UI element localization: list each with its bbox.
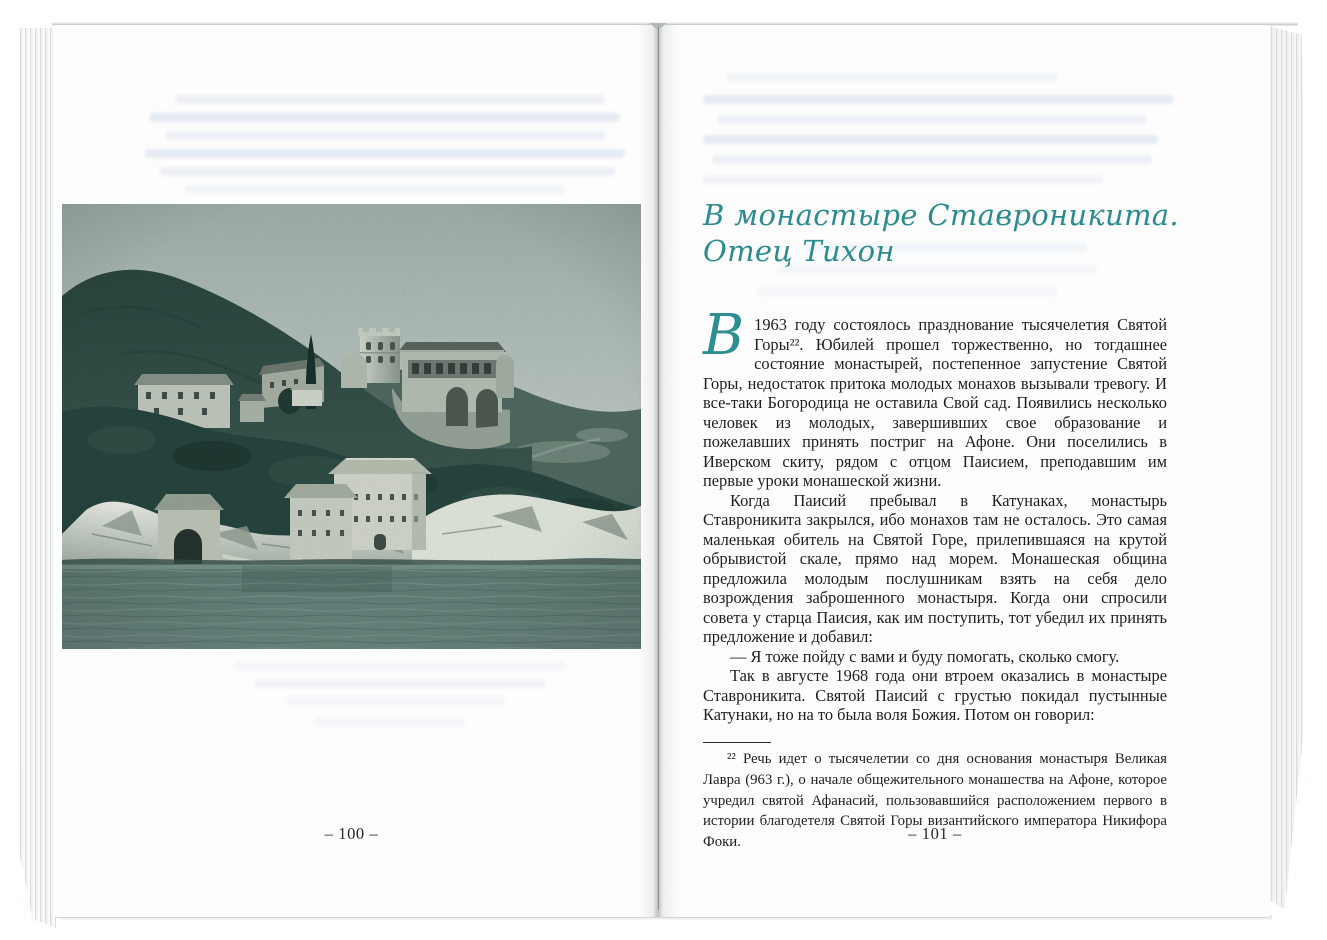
bleed-through-text: [717, 115, 1147, 124]
bleed-through-text: [757, 287, 1057, 296]
paragraph: — Я тоже пойду с вами и буду помогать, сколько смогу.: [730, 646, 1120, 666]
footnote: ²² Речь идет о тысячелетии со дня основания монастыря Великая Лавра (963 г.), о начале общежительного монашества на Афоне, которое учредил святой Афанасий, пользовавшийся расположением первого в истории благодетеля Святой Горы византийского императора Никифора Фоки.: [703, 751, 1167, 851]
bleed-through-text: [703, 175, 1103, 184]
bleed-through-text: [727, 73, 1057, 82]
page-stack-left: [18, 28, 56, 928]
paragraph-text: 1963 году состоялось празднование тысячелетия Святой Горы²². Юбилей прошел торжественно, но тогдашнее состояние монастырей, постепенное запустение Святой Горы, недостаток притока молодых монахов вызывали тревогу. И все-таки Богородица не оставила Свой сад. Появились несколько человек из молодых, завершивших свое образование и пожелавших принять постриг на Афоне. Они поселились в Иверском скиту, рядом с отцом Паисием, преподавшим им первые уроки монашеской жизни.: [703, 315, 1167, 490]
chapter-title-line2: Отец Тихон: [703, 234, 895, 268]
bleed-through-text: [175, 95, 605, 104]
bleed-through-text: [150, 113, 620, 122]
bleed-through-text: [285, 697, 505, 706]
left-page-number: – 100 –: [324, 824, 379, 843]
bleed-through-text: [255, 679, 545, 688]
paragraph: [703, 303, 1167, 491]
left-page: [55, 25, 657, 917]
footnote-rule: [703, 742, 771, 743]
chapter-title-line1: В монастыре Ставроникита.: [703, 198, 1179, 232]
page-stack-right: [1269, 26, 1303, 918]
bleed-through-text: [703, 95, 1173, 104]
paragraph: Когда Паисий пребывал в Катунаках, монастырь Ставроникита закрылся, ибо монахов там не осталось. Это самая маленькая обитель на Святой Горе, прилепившаяся на крутой обрывистой скале, прямо над морем. Монашеская община предложила молодым послушникам взять на себя дело возрождения заброшенного монастыря. Когда они спросили совета у старца Паисия, как им поступить, тот убедил их принять предложение и добавил:: [703, 490, 1167, 646]
bleed-through-text: [712, 155, 1152, 164]
bleed-through-text: [160, 167, 615, 176]
bleed-through-text: [315, 717, 465, 726]
right-page: [657, 25, 1270, 917]
body-text: [703, 303, 1167, 725]
bleed-through-text: [165, 131, 605, 140]
monastery-photo: [62, 204, 641, 649]
book-spread: [55, 24, 1270, 918]
bleed-through-text: [235, 661, 565, 670]
paragraph: Так в августе 1968 года они втроем оказались в монастыре Ставроникита. Святой Паисий с грустью покидал пустынные Катунаки, но на то была воля Божия. Потом он говорил:: [703, 666, 1167, 724]
bleed-through-text: [185, 185, 565, 194]
chapter-title: [703, 197, 1223, 269]
bleed-through-text: [703, 135, 1158, 144]
drop-cap: В: [703, 303, 745, 368]
bleed-through-text: [145, 149, 625, 158]
right-page-number: – 101 –: [908, 824, 962, 843]
